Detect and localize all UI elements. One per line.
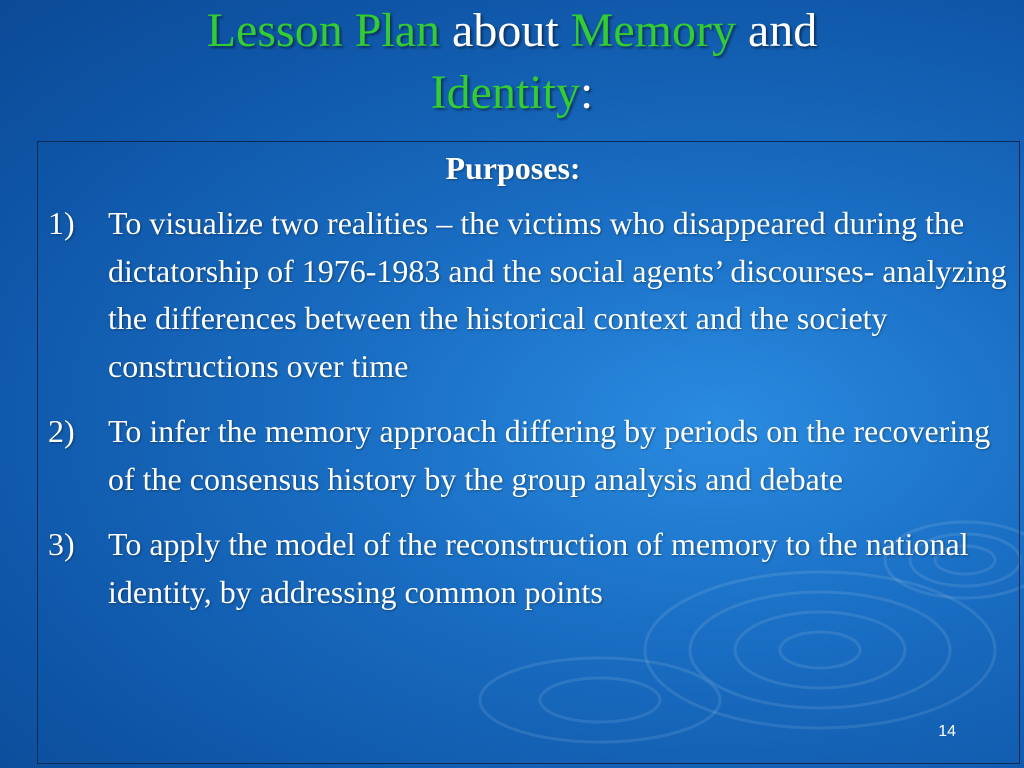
list-item <box>38 521 1013 616</box>
title-colon: : <box>579 66 594 119</box>
title-identity: Identity <box>430 66 580 119</box>
list-item-text: To infer the memory approach differing by periods on the recovering of the consensus history by the group analysis and debate <box>108 413 991 497</box>
list-item <box>38 200 1013 390</box>
content-box <box>37 141 1020 764</box>
list-item-number: 1) <box>48 205 75 241</box>
list-item <box>38 408 1013 503</box>
page-number: 14 <box>938 723 956 740</box>
title-about: about <box>452 4 559 57</box>
list-item-text: To apply the model of the reconstruction of memory to the national identity, by addressing common points <box>108 526 969 610</box>
title-lesson-plan: Lesson Plan <box>206 4 441 57</box>
list-item-number: 2) <box>48 413 75 449</box>
list-item-text: To visualize two realities – the victims who disappeared during the dictatorship of 1976-1983 and the social agents’ discourses- analyzing the differences between the historical context and the society constructions over time <box>108 205 1007 384</box>
slide-title <box>0 0 1024 124</box>
list-item-number: 3) <box>48 526 75 562</box>
title-memory: Memory <box>570 4 736 57</box>
title-and: and <box>747 4 818 57</box>
purposes-list <box>38 200 1013 634</box>
purposes-heading: Purposes: <box>445 150 581 186</box>
